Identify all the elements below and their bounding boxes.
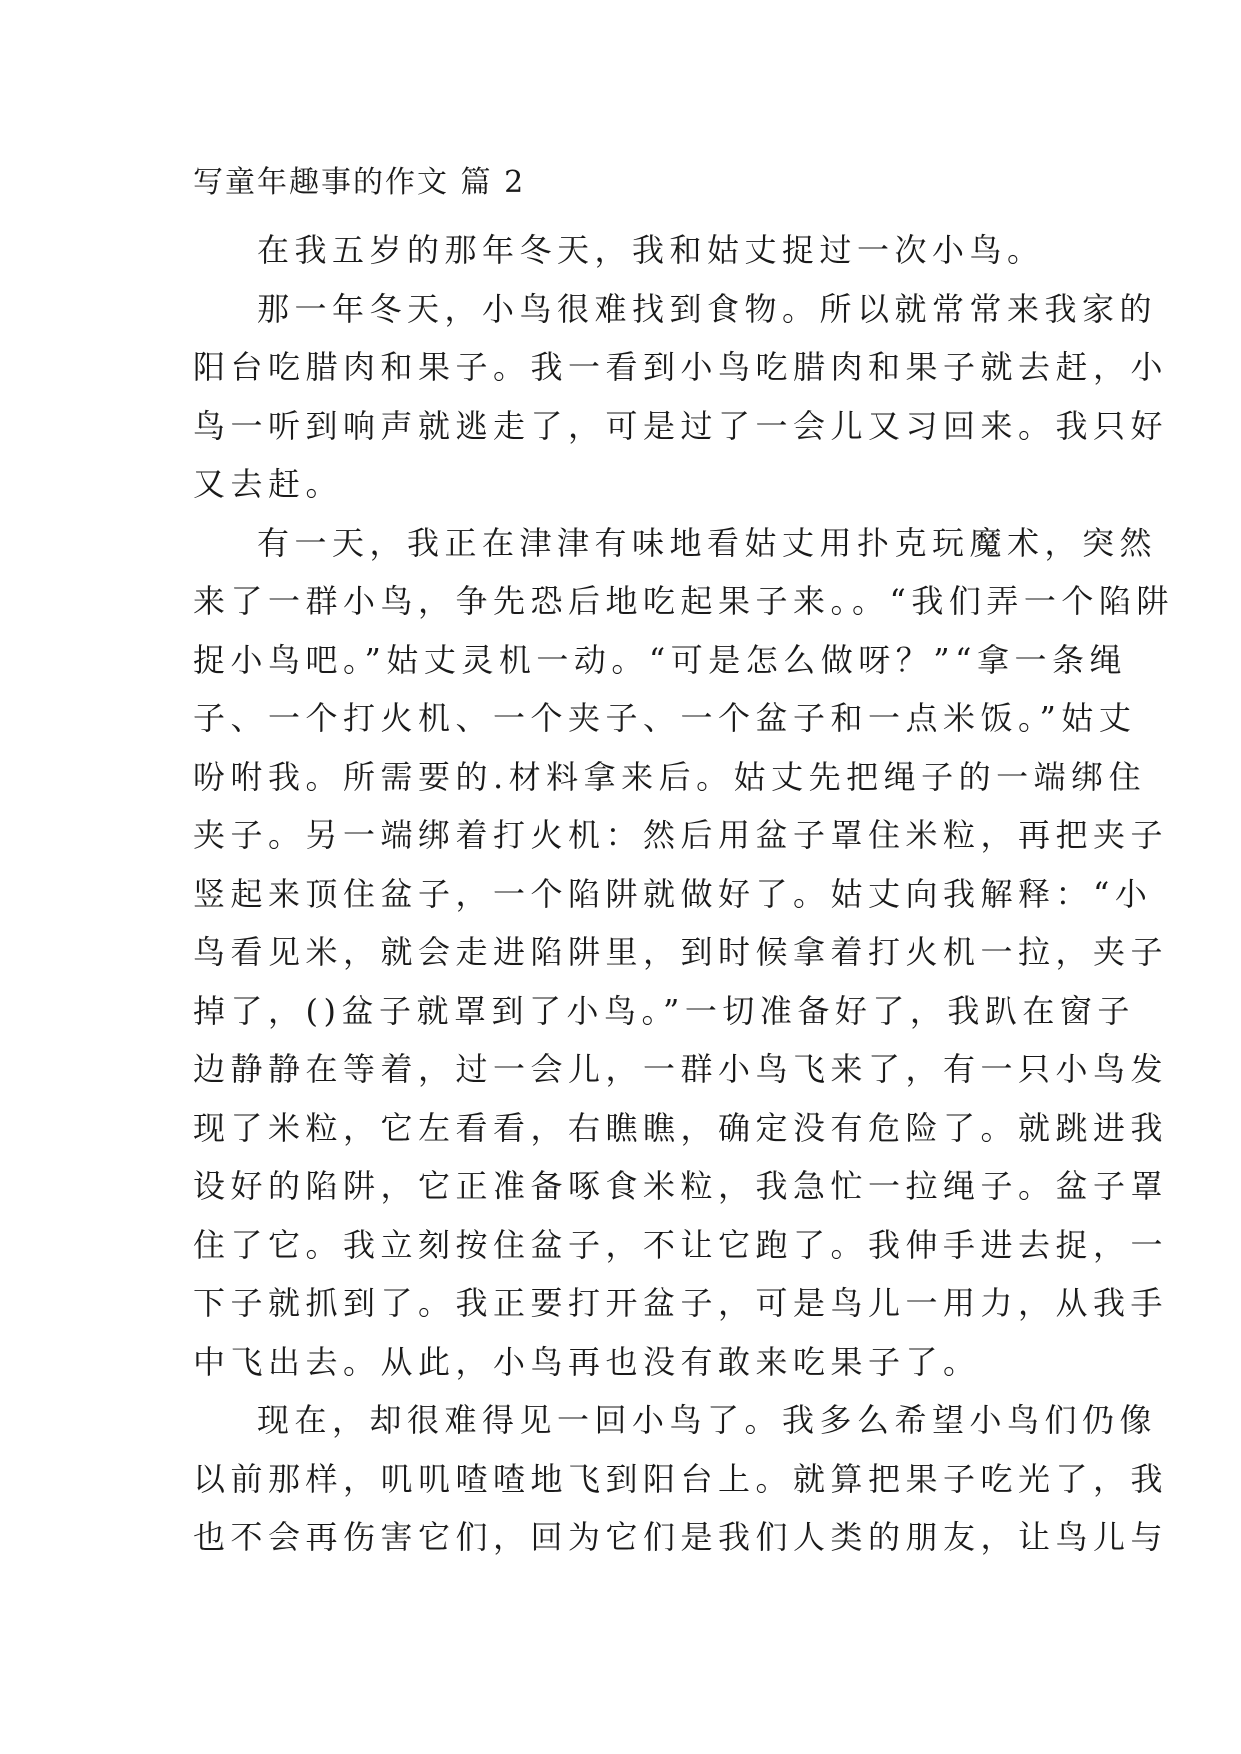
text-line: 吩咐我。所需要的.材料拿来后。姑丈先把绳子的一端绑住 [193, 757, 1147, 796]
text-line: 也不会再伤害它们，回为它们是我们人类的朋友，让鸟儿与 [193, 1518, 1169, 1556]
text-line: 在我五岁的那年冬天，我和姑丈捉过一次小鸟。 [257, 231, 1045, 269]
text-line: 以前那样，叽叽喳喳地飞到阳台上。就算把果子吃光了，我 [193, 1459, 1169, 1498]
text-line: 捉小鸟吧。”姑丈灵机一动。“可是怎么做呀？”“拿一条绳 [193, 640, 1127, 679]
text-line: 夹子。另一端绑着打火机：然后用盆子罩住米粒，再把夹子 [193, 816, 1169, 854]
text-line: 边静静在等着，过一会儿，一群小鸟飞来了，有一只小鸟发 [193, 1050, 1169, 1088]
text-line: 那一年冬天，小鸟很难找到食物。所以就常常来我家的 [257, 289, 1158, 328]
text-line: 阳台吃腊肉和果子。我一看到小鸟吃腊肉和果子就去赶，小 [193, 348, 1169, 386]
text-line: 鸟一听到响声就逃走了，可是过了一会儿又习回来。我只好 [193, 406, 1169, 445]
text-line: 来了一群小鸟，争先恐后地吃起果子来。。“我们弄一个陷阱 [193, 582, 1174, 620]
text-line: 竖起来顶住盆子，一个陷阱就做好了。姑丈向我解释：“小 [193, 874, 1153, 913]
paragraph [193, 280, 1169, 514]
paragraph [193, 1391, 1169, 1567]
text-line: 又去赶。 [193, 465, 344, 503]
text-line: 掉了，()盆子就罩到了小鸟。”一切准备好了，我趴在窗子 [193, 991, 1135, 1030]
text-line: 现了米粒，它左看看，右瞧瞧，确定没有危险了。就跳进我 [193, 1108, 1169, 1147]
paragraph [193, 221, 1053, 280]
text-line: 中飞出去。从此，小鸟再也没有敢来吃果子了。 [193, 1342, 981, 1381]
text-line: 设好的陷阱，它正准备啄食米粒，我急忙一拉绳子。盆子罩 [193, 1167, 1169, 1205]
text-line: 住了它。我立刻按住盆子，不让它跑了。我伸手进去捉，一 [193, 1225, 1169, 1264]
document-title: 写童年趣事的作文 篇 2 [193, 165, 526, 200]
text-line: 子、一个打火机、一个夹子、一个盆子和一点米饭。”姑丈 [193, 699, 1137, 737]
paragraph-list [193, 221, 1174, 1567]
text-line: 现在，却很难得见一回小鸟了。我多么希望小鸟们仍像 [257, 1401, 1158, 1439]
text-line: 下子就抓到了。我正要打开盆子，可是鸟儿一用力，从我手 [193, 1284, 1169, 1322]
document-body [193, 163, 1174, 1567]
paragraph [193, 514, 1174, 1392]
text-line: 鸟看见米，就会走进陷阱里，到时候拿着打火机一拉，夹子 [193, 933, 1169, 971]
text-line: 有一天，我正在津津有味地看姑丈用扑克玩魔术，突然 [257, 523, 1158, 562]
